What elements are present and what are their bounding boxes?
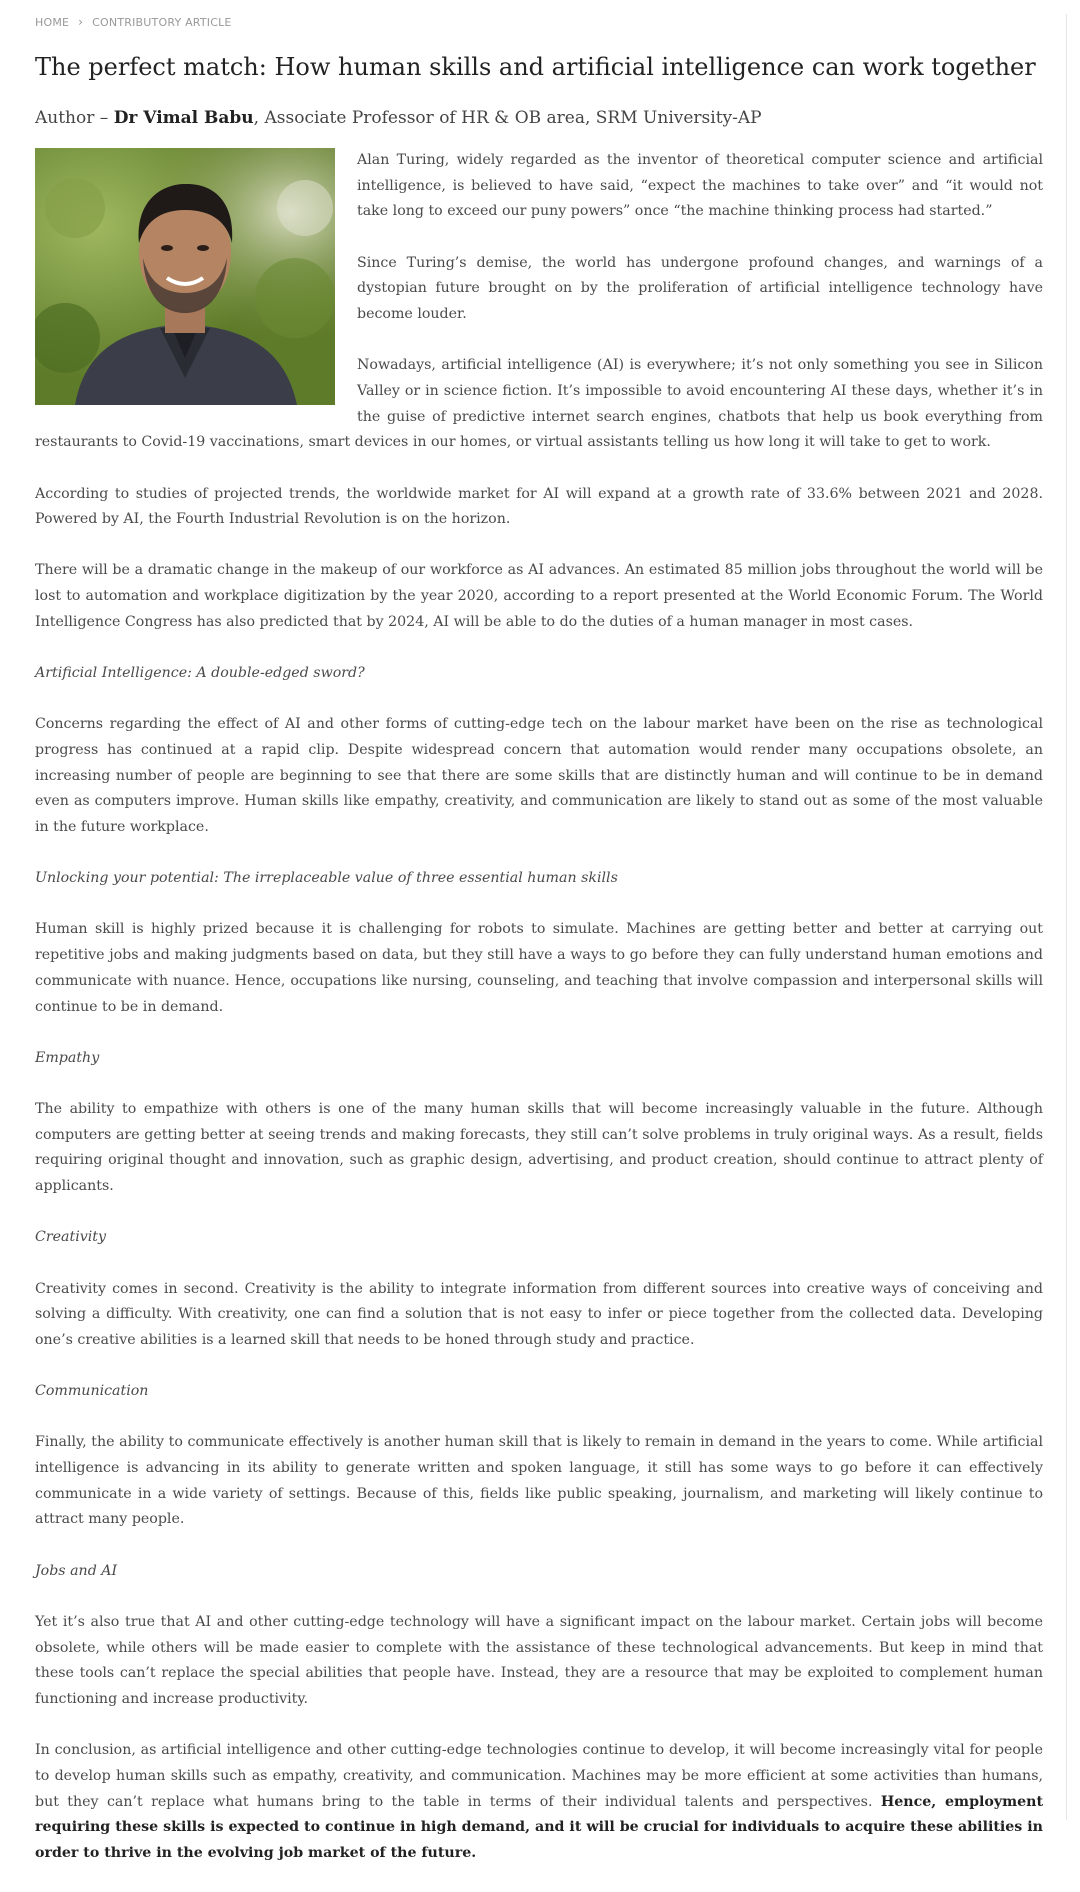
article-body	[35, 148, 1043, 1867]
paragraph-7: Human skill is highly prized because it is challenging for robots to simulate. Machines are getting better and better at carrying out repetitive jobs and making judgments based on data, but they still have a ways to go before they can fully understand human emotions and communicate with nuance. Hence, occupations like nursing, counseling, and teaching that involve compassion and interpersonal skills will continue to be in demand.	[35, 921, 1043, 1015]
author-name: Dr Vimal Babu	[113, 108, 254, 128]
section-heading-unlocking-potential	[35, 866, 1043, 892]
paragraph-11: Yet it’s also true that AI and other cutting-edge technology will have a significant impact on the labour market. Certain jobs will become obsolete, while others will be made easier to complete with the assistance of these technological advancements. But keep in mind that these tools can’t replace the special abilities that people have. Instead, they are a resource that may be exploited to complement human functioning and increase productivity.	[35, 1613, 1043, 1707]
right-divider	[1066, 14, 1067, 1820]
paragraph-8: The ability to empathize with others is one of the many human skills that will become increasingly valuable in the future. Although computers are getting better at seeing trends and making forecasts, they still can’t solve problems in truly original ways. As a result, fields requiring original thought and innovation, such as graphic design, advertising, and product creation, should continue to attract plenty of applicants.	[35, 1100, 1043, 1195]
paragraph-3: Nowadays, artificial intelligence (AI) is everywhere; it’s not only something you see in Silicon Valley or in science fiction. It’s impossible to avoid encountering AI these days, whether it’s in the guise of predictive internet search engines, chatbots that help us book everything from restaurants to Covid-19 vaccinations, smart devices in our homes, or virtual assistants telling us how long it will take to get to work.	[35, 357, 1043, 451]
paragraph-9: Creativity comes in second. Creativity is the ability to integrate information from different sources into creative ways of conceiving and solving a difficulty. With creativity, one can find a solution that is not easy to infer or piece together from the collected data. Developing one’s creative abilities is a learned skill that needs to be honed through study and practice.	[35, 1280, 1043, 1348]
paragraph-2: Since Turing’s demise, the world has undergone profound changes, and warnings of a dystopian future brought on by the proliferation of artificial intelligence technology have become louder.	[357, 254, 1043, 323]
paragraph-5: There will be a dramatic change in the makeup of our workforce as AI advances. An estimated 85 million jobs throughout the world will be lost to automation and workplace digitization by the year 2020, according to a report presented at the World Economic Forum. The World Intelligence Congress has also predicted that by 2024, AI will be able to do the duties of a human manager in most cases.	[35, 562, 1043, 630]
article-container	[35, 0, 1043, 1892]
paragraph-6: Concerns regarding the effect of AI and other forms of cutting-edge tech on the labour market have been on the rise as technological progress has continued at a rapid clip. Despite widespread concern that automation would render many occupations obsolete, an increasing number of people are beginning to see that there are some skills that are distinctly human and will continue to be in demand even as computers improve. Human skills like empathy, creativity, and communication are likely to stand out as some of the most valuable in the future workplace.	[35, 716, 1043, 836]
breadcrumb-home-link[interactable]: HOME	[35, 15, 70, 29]
article-title: The perfect match: How human skills and artificial intelligence can work together	[35, 53, 1036, 81]
author-line	[35, 106, 1043, 130]
paragraph-1: Alan Turing, widely regarded as the inventor of theoretical computer science and artificial intelligence, is believed to have said, “expect the machines to take over” and “it would not take long to exceed our puny powers” once “the machine thinking process had started.”	[357, 152, 1043, 220]
section-heading-double-edged-sword	[35, 661, 1043, 687]
conclusion-text: In conclusion, as artificial intelligence and other cutting-edge technologies continue to develop, it will become increasingly vital for people to develop human skills such as empathy, creativity, and communication. Machines may be more efficient at some activities than humans, but they can’t replace what humans bring to the table in terms of their individual talents and perspectives.	[35, 1742, 1043, 1810]
section-heading-jobs-and-ai	[35, 1559, 1043, 1585]
section-heading-text: Creativity	[35, 1229, 106, 1246]
author-photo-icon	[35, 148, 335, 405]
author-affiliation: , Associate Professor of HR & OB area, SRM University-AP	[253, 108, 762, 128]
paragraph-4: According to studies of projected trends, the worldwide market for AI will expand at a growth rate of 33.6% between 2021 and 2028. Powered by AI, the Fourth Industrial Revolution is on the horizon.	[35, 485, 1043, 528]
paragraph-10: Finally, the ability to communicate effectively is another human skill that is likely to remain in demand in the years to come. While artificial intelligence is advancing in its ability to generate written and spoken language, it still has some ways to go before it can effectively communicate in a wide variety of settings. Because of this, fields like public speaking, journalism, and marketing will likely continue to attract many people.	[35, 1434, 1043, 1528]
author-prefix: Author –	[35, 108, 109, 128]
paragraph-12	[35, 1738, 1043, 1867]
section-heading-creativity	[35, 1225, 1043, 1251]
section-heading-text: Empathy	[35, 1049, 100, 1066]
breadcrumb-current-link[interactable]: CONTRIBUTORY ARTICLE	[92, 15, 232, 29]
author-photo	[35, 148, 335, 405]
breadcrumb-separator-icon: ›	[78, 15, 84, 29]
breadcrumb	[35, 14, 1043, 30]
section-heading-text: Unlocking your potential: The irreplaceable value of three essential human skills	[35, 870, 618, 887]
section-heading-text: Artificial Intelligence: A double-edged sword?	[35, 665, 365, 682]
conclusion-bold-text: Hence, employment requiring these skills is expected to continue in high demand, and it will be crucial for individuals to acquire these abilities in order to thrive in the evolving job market of the future.	[35, 1793, 1043, 1861]
section-heading-text: Jobs and AI	[35, 1562, 118, 1579]
section-heading-empathy	[35, 1046, 1043, 1072]
section-heading-text: Communication	[35, 1383, 149, 1400]
section-heading-communication	[35, 1379, 1043, 1405]
